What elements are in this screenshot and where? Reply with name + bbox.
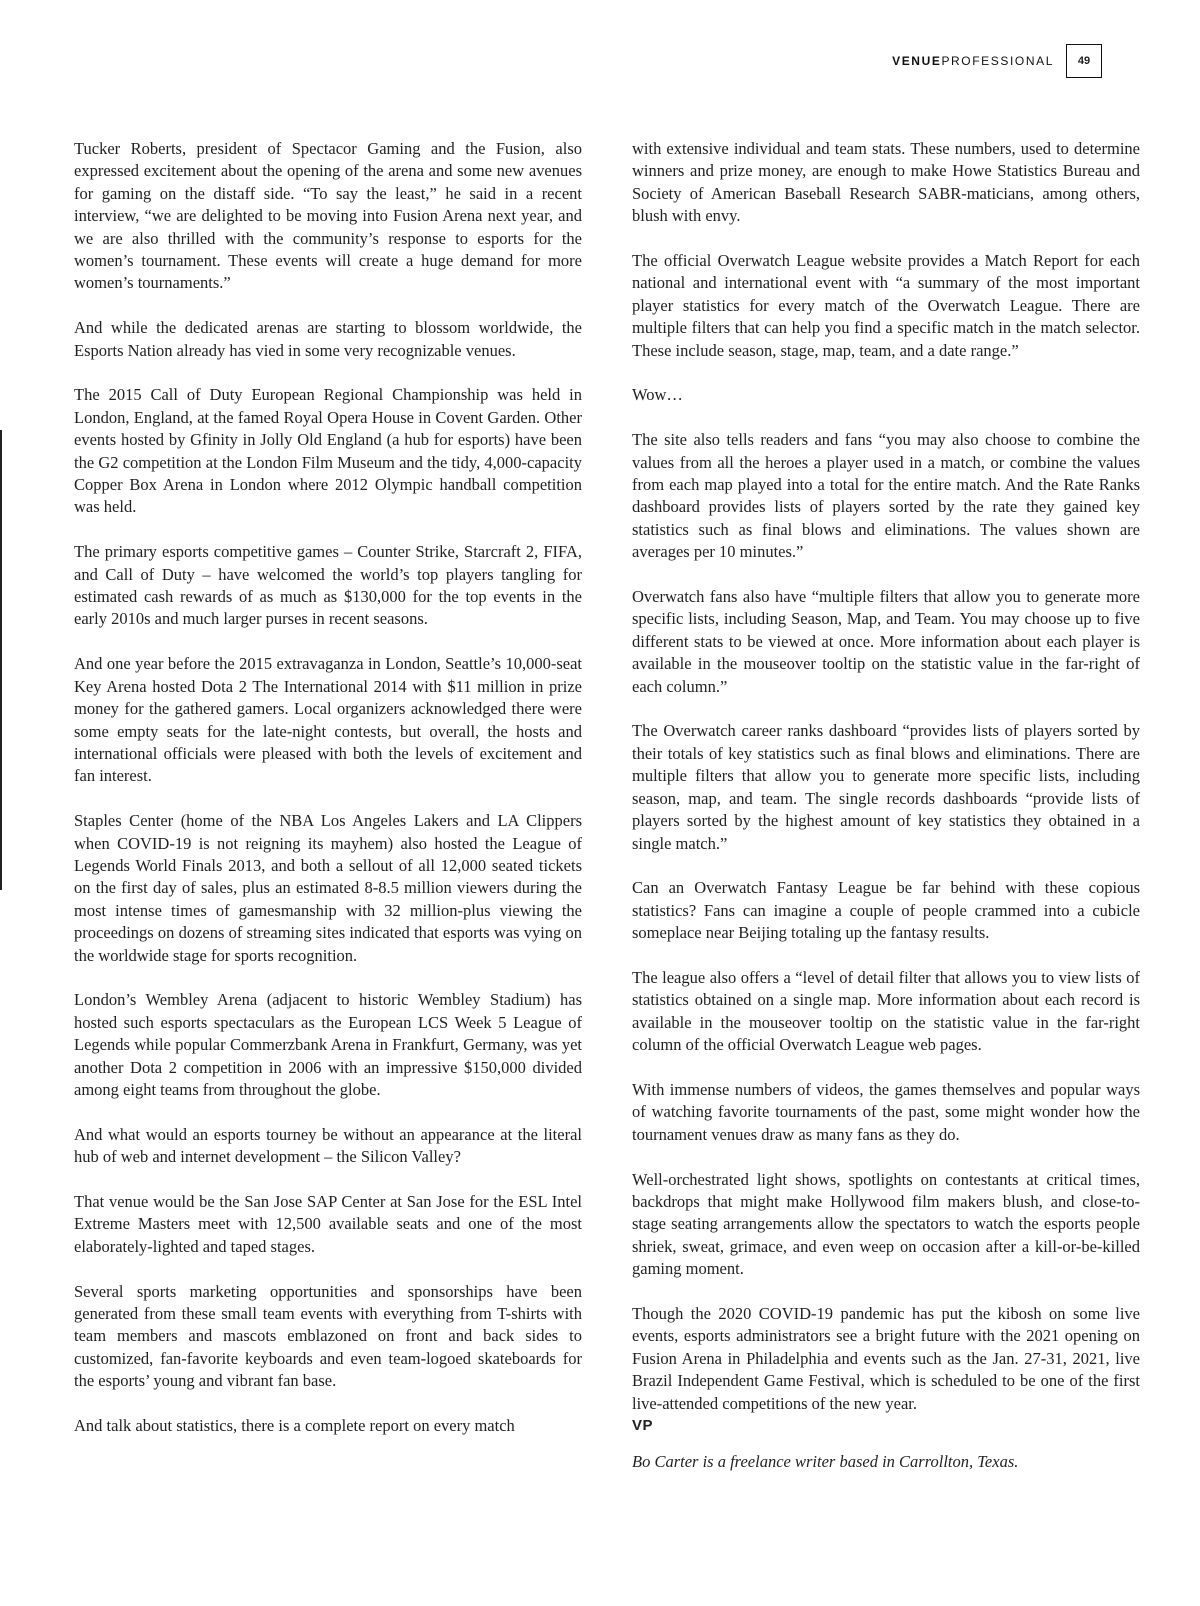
paragraph: The official Overwatch League website provides a Match Report for each national and international event with “a summary of the most important player statistics for every match of the Overwatch League. There are multiple filters that can help you find a specific match in the match selector. These include season, stage, map, team, and a date range.” xyxy=(632,251,1140,360)
paragraph: And what would an esports tourney be without an appearance at the literal hub of web and internet development – the Silicon Valley? xyxy=(74,1124,582,1167)
paragraph: The league also offers a “level of detail filter that allows you to view lists of statistics obtained on a single map. More information about each record is available in the mouseover tooltip on the statistic value in the far-right column of the official Overwatch League web pages. xyxy=(632,967,1140,1055)
paragraph: With immense numbers of videos, the games themselves and popular ways of watching favorite tournaments of the past, some might wonder how the tournament venues draw as many fans as they do. xyxy=(632,1079,1140,1144)
paragraph: The primary esports competitive games – Counter Strike, Starcraft 2, FIFA, and Call of Duty – have welcomed the world’s top players tangling for estimated cash rewards of as much as $130,000 for the top events in the early 2010s and much larger purses in recent seasons. xyxy=(74,542,582,629)
closing-paragraph xyxy=(632,1303,1140,1437)
paragraph: Overwatch fans also have “multiple filters that allow you to generate more specific lists, including Season, Map, and Team. You may choose up to five different stats to be viewed at once. More information about each player is available in the mouseover tooltip on the statistic value in the far-right of each column.” xyxy=(632,587,1140,696)
left-column xyxy=(74,138,582,1460)
paragraph: And talk about statistics, there is a complete report on every match xyxy=(74,1416,515,1435)
paragraph: Tucker Roberts, president of Spectacor Gaming and the Fusion, also expressed excitement about the opening of the arena and some new avenues for gaming on the distaff side. “To say the least,” he said in a recent interview, “we are delighted to be moving into Fusion Arena next year, and we are also thrilled with the community’s response to esports for the women’s tournament. These events will create a huge demand for more women’s tournaments.” xyxy=(74,139,582,293)
page-header xyxy=(892,44,1102,78)
page-edge-rule xyxy=(0,430,2,890)
paragraph: London’s Wembley Arena (adjacent to historic Wembley Stadium) has hosted such esports spectaculars as the European LCS Week 5 League of Legends while popular Commerzbank Arena in Frankfurt, Germany, was yet another Dota 2 competition in 2006 with an impressive $150,000 divided among eight teams from throughout the globe. xyxy=(74,990,582,1099)
paragraph: The Overwatch career ranks dashboard “provides lists of players sorted by their totals of key statistics such as final blows and eliminations. There are multiple filters that allow you to generate more specific lists, including season, map, and team. The single records dashboards “provide lists of players sorted by the highest amount of key statistics they obtained in a single match.” xyxy=(632,721,1140,853)
magazine-brand xyxy=(892,54,1054,68)
paragraph: with extensive individual and team stats. These numbers, used to determine winners and prize money, are enough to make Howe Statistics Bureau and Society of American Baseball Research SABR-maticians, among others, blush with envy. xyxy=(632,139,1140,226)
paragraph: The 2015 Call of Duty European Regional Championship was held in London, England, at the famed Royal Opera House in Covent Garden. Other events hosted by Gfinity in Jolly Old England (a hub for esports) have been the G2 competition at the London Film Museum and the tidy, 4,000-capacity Copper Box Arena in London where 2012 Olympic handball competition was held. xyxy=(74,385,582,517)
paragraph: Well-orchestrated light shows, spotlights on contestants at critical times, backdrops that might make Hollywood film makers blush, and close-to-stage seating arrangements allow the spectators to watch the esports people shriek, sweat, grimace, and even weep on occasion after a kill-or-be-killed gaming moment. xyxy=(632,1169,1140,1279)
brand-venue: VENUE xyxy=(892,54,942,68)
brand-professional: PROFESSIONAL xyxy=(941,54,1054,68)
end-mark: VP xyxy=(632,1417,654,1434)
paragraph-text: Though the 2020 COVID-19 pandemic has put the kibosh on some live events, esports administrators see a bright future with the 2021 opening on Fusion Arena in Philadelphia and events such as the Jan. 27-31, 2021, live Brazil Independent Game Festival, which is scheduled to be one of the first live-attended competitions of the new year. xyxy=(632,1303,1140,1413)
paragraph: Wow… xyxy=(632,385,683,405)
paragraph: And one year before the 2015 extravaganza in London, Seattle’s 10,000-seat Key Arena hosted Dota 2 The International 2014 with $11 million in prize money for the gathered gamers. Local organizers acknowledged there were some empty seats for the late-night contests, but overall, the hosts and international officials were pleased with both the levels of excitement and fan interest. xyxy=(74,654,582,786)
paragraph: Staples Center (home of the NBA Los Angeles Lakers and LA Clippers when COVID-19 is not reigning its mayhem) also hosted the League of Legends World Finals 2013, and both a sellout of all 12,000 seated tickets on the first day of sales, plus an estimated 8-8.5 million viewers during the most intense times of gamesmanship with 32 million-plus viewing the proceedings on dozens of streaming sites indicated that esports was vying on the worldwide stage for sports recognition. xyxy=(74,811,582,965)
paragraph: Can an Overwatch Fantasy League be far behind with these copious statistics? Fans can imagine a couple of people crammed into a cubicle someplace near Beijing totaling up the fantasy results. xyxy=(632,878,1140,943)
author-byline: Bo Carter is a freelance writer based in Carrollton, Texas. xyxy=(632,1452,1019,1472)
paragraph: That venue would be the San Jose SAP Center at San Jose for the ESL Intel Extreme Masters meet with 12,500 available seats and one of the most elaborately-lighted and taped stages. xyxy=(74,1191,582,1256)
paragraph: And while the dedicated arenas are starting to blossom worldwide, the Esports Nation already has vied in some very recognizable venues. xyxy=(74,318,582,360)
right-column xyxy=(632,138,1140,1496)
paragraph: The site also tells readers and fans “you may also choose to combine the values from all the heroes a player used in a match, or combine the values from each map played into a total for the entire match. And the Rate Ranks dashboard provides lists of players sorted by the rate they gained key statistics such as final blows and eliminations. The values shown are averages per 10 minutes.” xyxy=(632,430,1140,562)
paragraph: Several sports marketing opportunities and sponsorships have been generated from these small team events with everything from T-shirts with team members and mascots emblazoned on front and back sides to customized, fan-favorite keyboards and even team-logoed skateboards for the esports’ young and vibrant fan base. xyxy=(74,1281,582,1391)
page-number: 49 xyxy=(1066,44,1102,78)
